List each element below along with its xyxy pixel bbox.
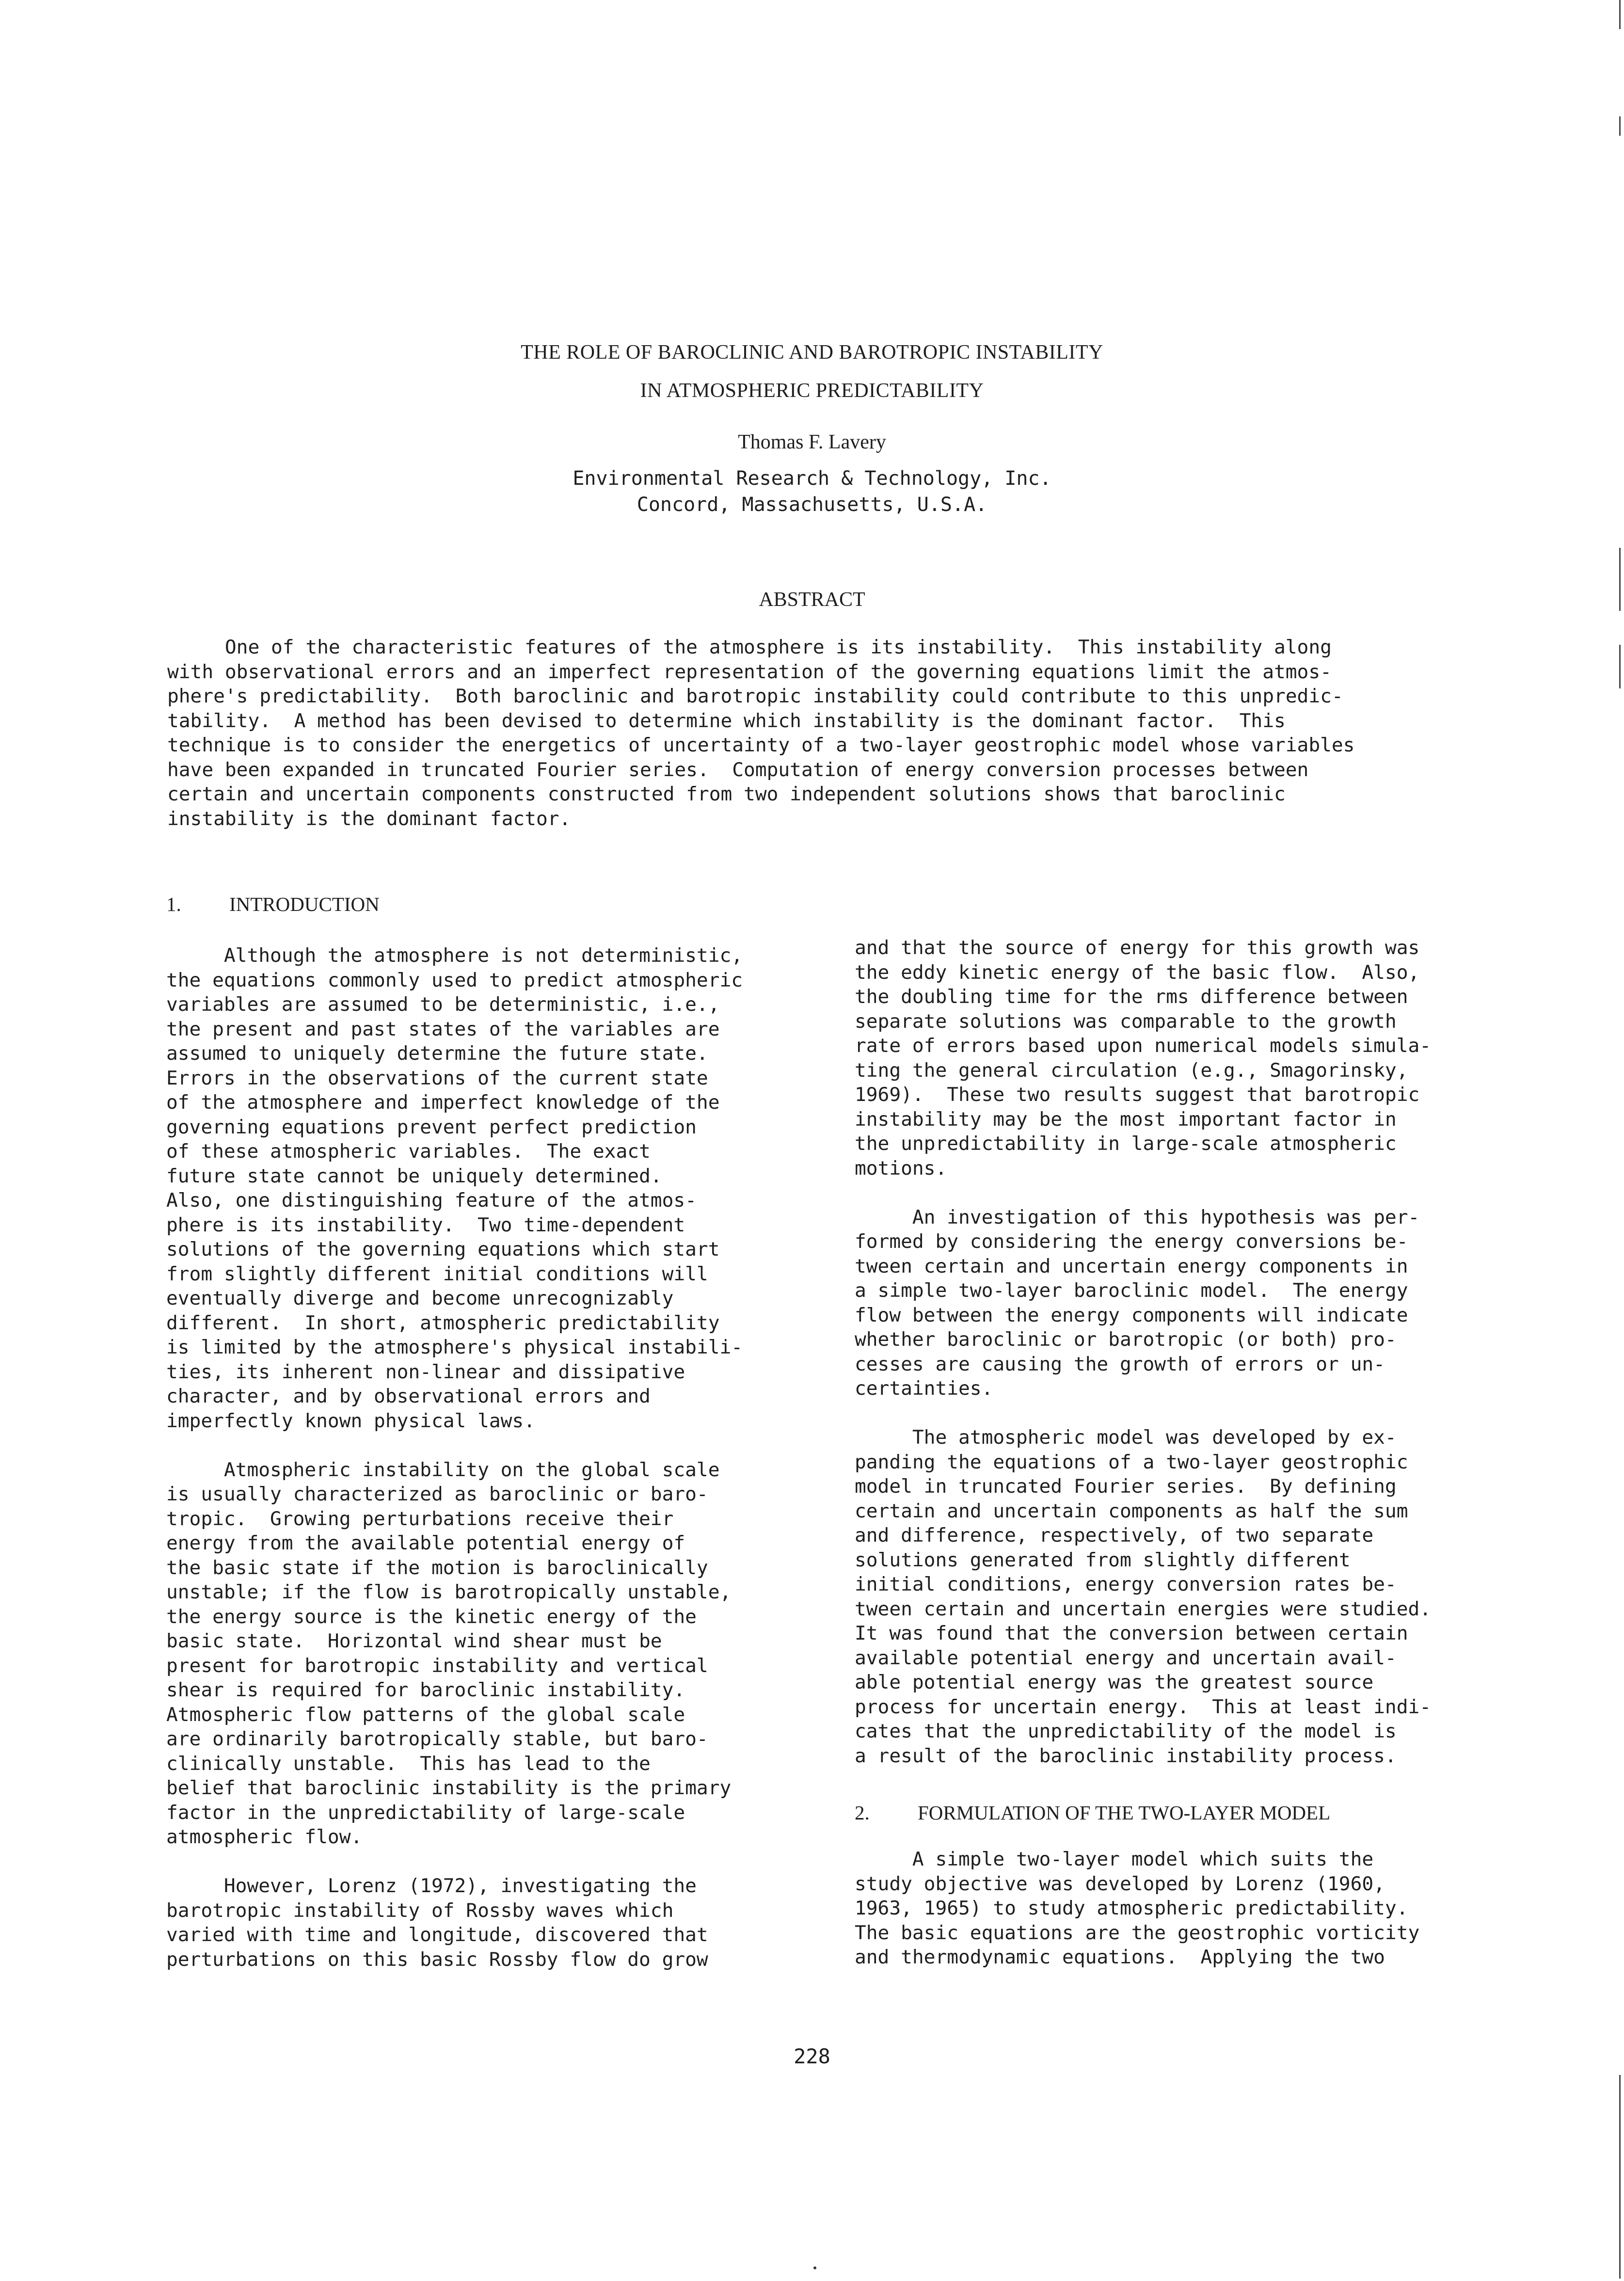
scan-edge-mark xyxy=(1619,548,1621,611)
title-line-1: THE ROLE OF BAROCLINIC AND BAROTROPIC INSTABILITY xyxy=(521,341,1103,364)
abstract-heading: ABSTRACT xyxy=(759,589,865,611)
right-column-text-2: A simple two-layer model which suits the study objective was developed by Lorenz (1960, 1963, 1965) to study atmospheric predictability. The basic equations are the geostrophic vorticity and thermodynamic equations. Applying the two xyxy=(855,1848,1420,1968)
section-number: 2. xyxy=(855,1802,870,1824)
title-line-2: IN ATMOSPHERIC PREDICTABILITY xyxy=(640,380,984,402)
section-title: FORMULATION OF THE TWO-LAYER MODEL xyxy=(918,1802,1331,1824)
section-number: 1. xyxy=(166,893,181,915)
page-number: 228 xyxy=(794,2044,830,2068)
scan-edge-mark xyxy=(1619,116,1621,136)
scan-speck xyxy=(813,2266,816,2269)
section-heading-formulation xyxy=(855,1800,1330,1826)
section-heading-introduction xyxy=(166,891,380,917)
affiliation-line-1: Environmental Research & Technology, Inc. xyxy=(573,467,1051,490)
section-title: INTRODUCTION xyxy=(229,893,380,915)
author-name: Thomas F. Lavery xyxy=(738,431,886,453)
abstract-text: One of the characteristic features of the atmosphere is its instability. This instability along with observational errors and an imperfect representation of the governing equations limit the atmos- phere's predictability. Both baroclinic and barotropic instability could contribute to this unpredic- tability. A method has been devised to determine which instability is the dominant factor. This technique is to consider the energetics of uncertainty of a two-layer geostrophic model whose variables have been expanded in truncated Fourier series. Computation of energy conversion processes between certain and uncertain components constructed from two independent solutions shows that baroclinic instability is the dominant factor. xyxy=(167,636,1355,830)
scan-edge-mark xyxy=(1619,0,1621,29)
scan-edge-mark xyxy=(1619,645,1621,688)
left-column-text: Although the atmosphere is not deterministic, the equations commonly used to predict atmospheric variables are assumed to be deterministic, i.e., the present and past states of the variables are assumed to uniquely determine the future state. Errors in the observations of the current state of the atmosphere and imperfect knowledge of the governing equations prevent perfect prediction of these atmospheric variables. The exact future state cannot be uniquely determined. Also, one distinguishing feature of the atmos- phere is its instability. Two time-dependent solutions of the governing equations which start from slightly different initial conditions will eventually diverge and become unrecognizably different. In short, atmospheric predictability is limited by the atmosphere's physical instabili- ties, its inherent non-linear and dissipative character, and by observational errors and imperfectly known physical laws. Atmospheric instability on the global scale is usually characterized as baroclinic or baro- tropic. Growing perturbations receive their energy from the available potential energy of the basic state if the motion is baroclinically unstable; if the flow is barotropically unstable, the energy source is the kinetic energy of the basic state. Horizontal wind shear must be present for barotropic instability and vertical shear is required for baroclinic instability. Atmospheric flow patterns of the global scale are ordinarily barotropically stable, but baro- clinically unstable. This has lead to the belief that baroclinic instability is the primary factor in the unpredictability of large-scale atmospheric flow. However, Lorenz (1972), investigating the barotropic instability of Rossby waves which varied with time and longitude, discovered that perturbations on this basic Rossby flow do grow xyxy=(166,944,743,1971)
right-column-text-1: and that the source of energy for this growth was the eddy kinetic energy of the basic flow. Also, the doubling time for the rms difference between separate solutions was comparable to the growth rate of errors based upon numerical models simula- ting the general circulation (e.g., Smagorinsky, 1969). These two results suggest that barotropic instability may be the most important factor in the unpredictability in large-scale atmospheric motions. An investigation of this hypothesis was per- formed by considering the energy conversions be- tween certain and uncertain energy components in a simple two-layer baroclinic model. The energy flow between the energy components will indicate whether baroclinic or barotropic (or both) pro- cesses are causing the growth of errors or un- certainties. The atmospheric model was developed by ex- panding the equations of a two-layer geostrophic model in truncated Fourier series. By defining certain and uncertain components as half the sum and difference, respectively, of two separate solutions generated from slightly different initial conditions, energy conversion rates be- tween certain and uncertain energies were studied. It was found that the conversion between certain available potential energy and uncertain avail- able potential energy was the greatest source process for uncertain energy. This at least indi- cates that the unpredictability of the model is a result of the baroclinic instability process. xyxy=(855,937,1432,1767)
scan-edge-mark xyxy=(1619,2075,1621,2279)
affiliation-line-2: Concord, Massachusetts, U.S.A. xyxy=(637,494,987,516)
